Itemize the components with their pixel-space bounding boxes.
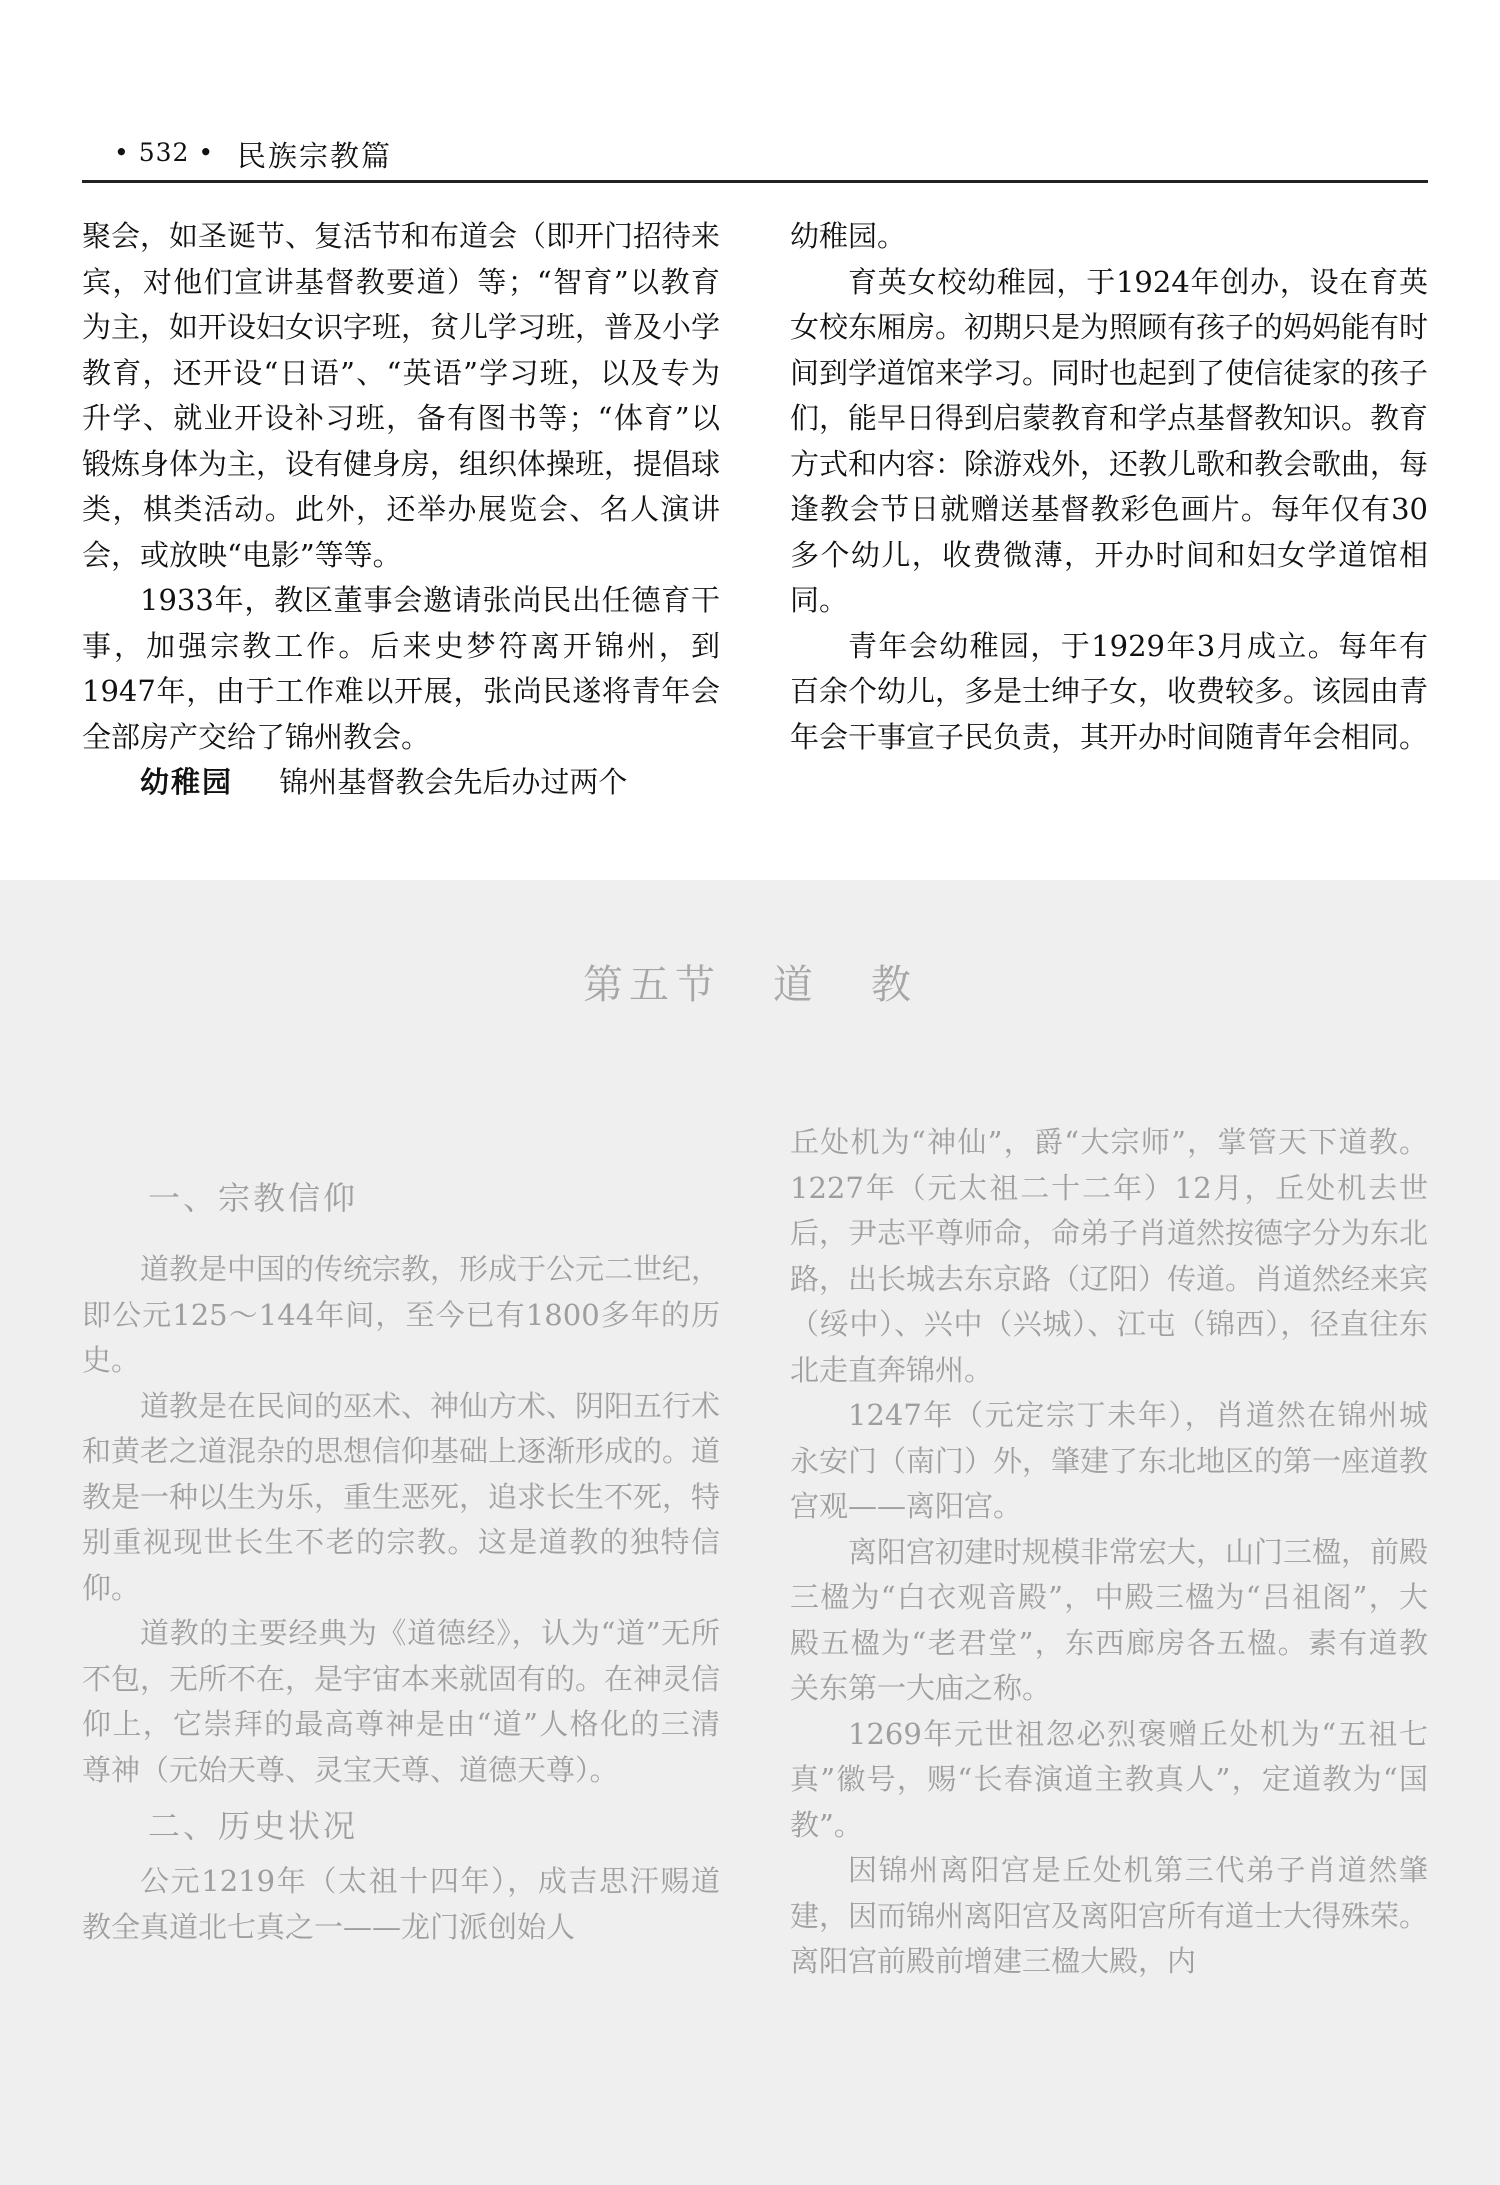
- chapter-topic-a: 道: [773, 962, 819, 1008]
- paragraph: 道教是在民间的巫术、神仙方术、阴阳五行术和黄老之道混杂的思想信仰基础上逐渐形成的。道教是一种以生为乐，重生恶死，追求长生不死，特别重视现世长生不老的宗教。这是道教的独特信仰。: [82, 1388, 721, 1605]
- chapter-heading: [0, 953, 1500, 1010]
- top-left-column: [82, 214, 720, 806]
- paragraph: 公元1219年（太祖十四年），成吉思汗赐道教全真道北七真之一——龙门派创始人: [82, 1864, 720, 1944]
- page-number: • 532 •: [114, 138, 215, 167]
- lead-term: 幼稚园: [140, 765, 234, 799]
- paragraph: 道教是中国的传统宗教，形成于公元二世纪，即公元125～144年间，至今已有1800多年的历史。: [82, 1252, 721, 1377]
- chapter-topic-b: 教: [871, 962, 917, 1008]
- paragraph: 幼稚园。: [790, 219, 907, 253]
- section-title: 民族宗教篇: [237, 139, 393, 173]
- lead-text: 锦州基督教会先后办过两个: [279, 765, 628, 799]
- paragraph: 育英女校幼稚园，于1924年创办，设在育英女校东厢房。初期只是为照顾有孩子的妈妈能有时间到学道馆来学习。同时也起到了使信徒家的孩子们，能早日得到启蒙教育和学点基督教知识。教育方式和内容：除游戏外，还教儿歌和教会歌曲，每逢教会节日就赠送基督教彩色画片。每年仅有30多个幼儿，收费微薄，开办时间和妇女学道馆相同。: [790, 264, 1429, 617]
- paragraph: 1933年，教区董事会邀请张尚民出任德育干事，加强宗教工作。后来史梦符离开锦州，到1947年，由于工作难以开展，张尚民遂将青年会全部房产交给了锦州教会。: [82, 583, 720, 754]
- paragraph: 1247年（元定宗丁未年），肖道然在锦州城永安门（南门）外，肇建了东北地区的第一座道教宫观——离阳宫。: [790, 1398, 1429, 1523]
- paragraph: 丘处机为“神仙”，爵“大宗师”，掌管天下道教。1227年（元太祖二十二年）12月，丘处机去世后，尹志平尊师命，命弟子肖道然按德字分为东北路，出长城去东京路（辽阳）传道。肖道然经来宾（绥中）、兴中（兴城）、江屯（锦西），径直往东北走直奔锦州。: [790, 1125, 1429, 1387]
- subheading-religious-belief: 一、宗教信仰: [148, 1179, 359, 1217]
- paragraph: 道教的主要经典为《道德经》，认为“道”无所不包，无所不在，是宇宙本来就固有的。在神灵信仰上，它崇拜的最高尊神是由“道”人格化的三清尊神（元始天尊、灵宝天尊、道德天尊）。: [82, 1616, 721, 1787]
- chapter-label: 第五节: [583, 962, 721, 1008]
- kindergarten-lead: [82, 760, 720, 806]
- header-rule: [82, 180, 1428, 183]
- lower-left-column: [82, 1165, 720, 1950]
- top-right-column: [790, 214, 1428, 760]
- page-header: [82, 132, 1428, 180]
- paragraph: 1269年元世祖忽必烈褒赠丘处机为“五祖七真”徽号，赐“长春演道主教真人”，定道教为“国教”。: [790, 1716, 1428, 1842]
- lower-right-column: [790, 1120, 1428, 1985]
- paragraph: 聚会，如圣诞节、复活节和布道会（即开门招待来宾，对他们宣讲基督教要道）等；“智育”以教育为主，如开设妇女识字班，贫儿学习班，普及小学教育，还开设“日语”、“英语”学习班，以及专为升学、就业开设补习班，备有图书等；“体育”以锻炼身体为主，设有健身房，组织体操班，提倡球类，棋类活动。此外，还举办展览会、名人演讲会，或放映“电影”等等。: [82, 219, 721, 572]
- paragraph: 因锦州离阳宫是丘处机第三代弟子肖道然肇建，因而锦州离阳宫及离阳宫所有道士大得殊荣。离阳宫前殿前增建三楹大殿，内: [790, 1853, 1429, 1978]
- subheading-history: 二、历史状况: [148, 1807, 359, 1845]
- paragraph: 青年会幼稚园，于1929年3月成立。每年有百余个幼儿，多是士绅子女，收费较多。该园由青年会干事宣子民负责，其开办时间随青年会相同。: [790, 628, 1429, 754]
- paragraph: 离阳宫初建时规模非常宏大，山门三楹，前殿三楹为“白衣观音殿”，中殿三楹为“吕祖阁”，大殿五楹为“老君堂”，东西廊房各五楹。素有道教关东第一大庙之称。: [790, 1534, 1429, 1705]
